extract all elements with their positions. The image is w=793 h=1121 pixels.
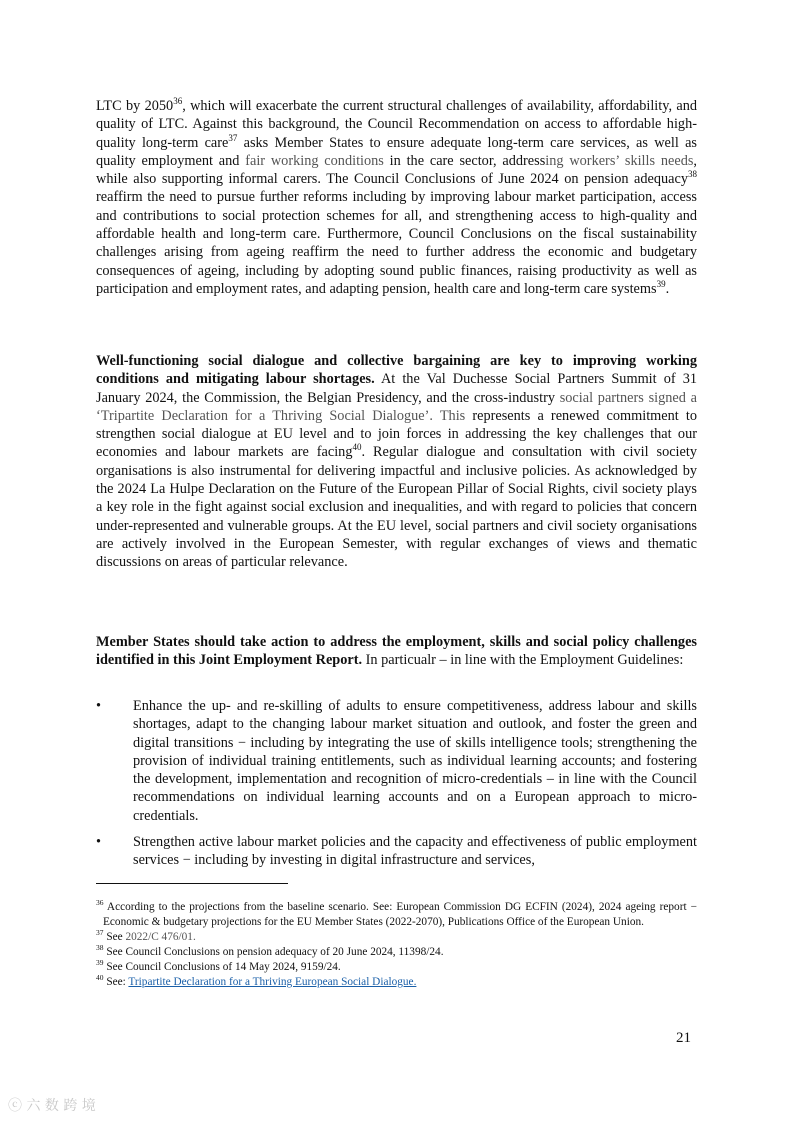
footnote-ref-40[interactable]: 40 [352,442,362,453]
watermark [8,1095,96,1115]
footnote-text-grey: 2022/C 476/01. [125,931,196,943]
tripartite-declaration-link[interactable]: Tripartite Declaration for a Thriving European Social Dialogue. [128,976,417,988]
bullet-icon: • [96,698,102,714]
text-run: In particualr – in line with the Employment Guidelines: [362,652,684,669]
page-number: 21 [676,1030,691,1046]
text-run: asks Member States to ensure adequate long-term care services, as well as quality employment and [96,134,697,169]
bullet-icon: • [96,834,102,850]
text-run: , which will exacerbate the current structural challenges of availability, affordability, and quality of LTC. Against this background, the Council Recommendation on access to affordable high-quality long-term care [96,98,697,151]
footnote-text: See [103,931,126,943]
footnotes [96,900,697,990]
list-item [96,697,697,825]
bullet-list [96,833,697,870]
list-item-text: Strengthen active labour market policies and the capacity and effectiveness of public employment services − including by investing in digital infrastructure and services, [133,834,697,869]
text-run: reaffirm the need to pursue further reforms including by improving labour market participation, access and contributions to social protection schemes for all, and strengthening access to high-quality and affordable health and long-term care. Furthermore, Council Conclusions on the fiscal sustainability challenges arising from ageing reaffirm the need to further address the economic and budgetary consequences of ageing, including by adopting sound public finances, raising productivity as well as participation and employment rates, and adapting pension, health care and long-term care systems [96,189,697,297]
list-item-text: Enhance the up- and re-skilling of adults to ensure competitiveness, address labour and skills shortages, adapt to the changing labour market situation and outlook, and foster the green and digital transitions − including by integrating the use of skills intelligence tools; strengthening the provision of individual training entitlements, such as individual learning accounts; and fostering the development, implementation and recognition of micro-credentials – in line with the Council recommendations on individual learning accounts and on a European approach to micro-credentials. [133,698,697,824]
footnote-number: 36 [96,898,104,908]
paragraph-social-dialogue [96,352,697,572]
text-run: . Regular dialogue and consultation with civil society organisations is also instrumental for delivering impactful and inclusive policies. As acknowledged by the 2024 La Hulpe Declaration on the Future of the European Pillar of Social Rights, civil society plays a key role in the fight against social exclusion and inequalities, and with regard to policies that concern under-represented and vulnerable groups. At the EU level, social partners and civil society organisations are actively involved in the European Semester, with regular exchanges of views and thematic discussions on areas of particular relevance. [96,444,697,571]
footnote-ref-37[interactable]: 37 [228,132,238,143]
footnote-36 [96,900,697,930]
text-run: in the care sector, address [383,152,546,169]
footnote-number: 40 [96,973,104,983]
paragraph-lead-bold: Member States should take action to address the employment, skills and social policy challenges identified in this Joint Employment Report. [96,634,697,669]
text-run: . [665,280,670,297]
text-run-grey: ing workers’ skills needs [545,152,694,169]
footnote-text: See Council Conclusions of 14 May 2024, 9159/24. [103,961,341,973]
paragraph-lead-bold: Well-functioning social dialogue and collective bargaining are key to improving working conditions and mitigating labour shortages. [96,353,697,388]
footnote-divider [96,883,288,884]
list-item [96,833,697,870]
footnote-text: See: [103,976,129,988]
text-run: represents a renewed commitment to strengthen social dialogue at EU level and to join forces in addressing the key challenges that our economies and labour markets are facing [96,407,697,461]
text-run-grey: fair working conditions [245,152,384,169]
text-run: At the Val Duchesse Social Partners Summit of 31 January 2024, the Commission, the Belgian Presidency, and the cross-industry [96,371,697,406]
watermark-logo-icon: ⓒ [8,1098,22,1114]
footnote-38 [96,945,697,960]
text-run: LTC by 2050 [96,98,174,114]
footnote-text: See Council Conclusions on pension adequacy of 20 June 2024, 11398/24. [103,946,444,958]
footnote-number: 37 [96,928,104,938]
footnote-ref-38[interactable]: 38 [688,169,697,180]
footnote-40 [96,975,697,990]
paragraph-member-states [96,633,697,670]
footnote-37 [96,930,697,945]
footnote-39 [96,960,697,975]
watermark-text: 六 数 跨 境 [26,1098,96,1114]
footnote-ref-39[interactable]: 39 [656,279,666,290]
footnote-number: 39 [96,958,104,968]
footnote-ref-36[interactable]: 36 [173,96,183,107]
footnote-number: 38 [96,943,104,953]
paragraph-ltc [96,97,697,298]
footnote-text: According to the projections from the baseline scenario. See: European Commission DG ECFIN (2024), 2024 ageing report − Economic & budgetary projections for the EU Member States (2022-2070), Publications Office of the European Union. [103,901,697,928]
bullet-list [96,697,697,825]
text-run-grey: social partners signed a ‘Tripartite Declaration for a Thriving Social Dialogue’. This [96,389,697,424]
text-run: , while also supporting informal carers. The Council Conclusions of June 2024 on pension adequacy [96,152,697,188]
